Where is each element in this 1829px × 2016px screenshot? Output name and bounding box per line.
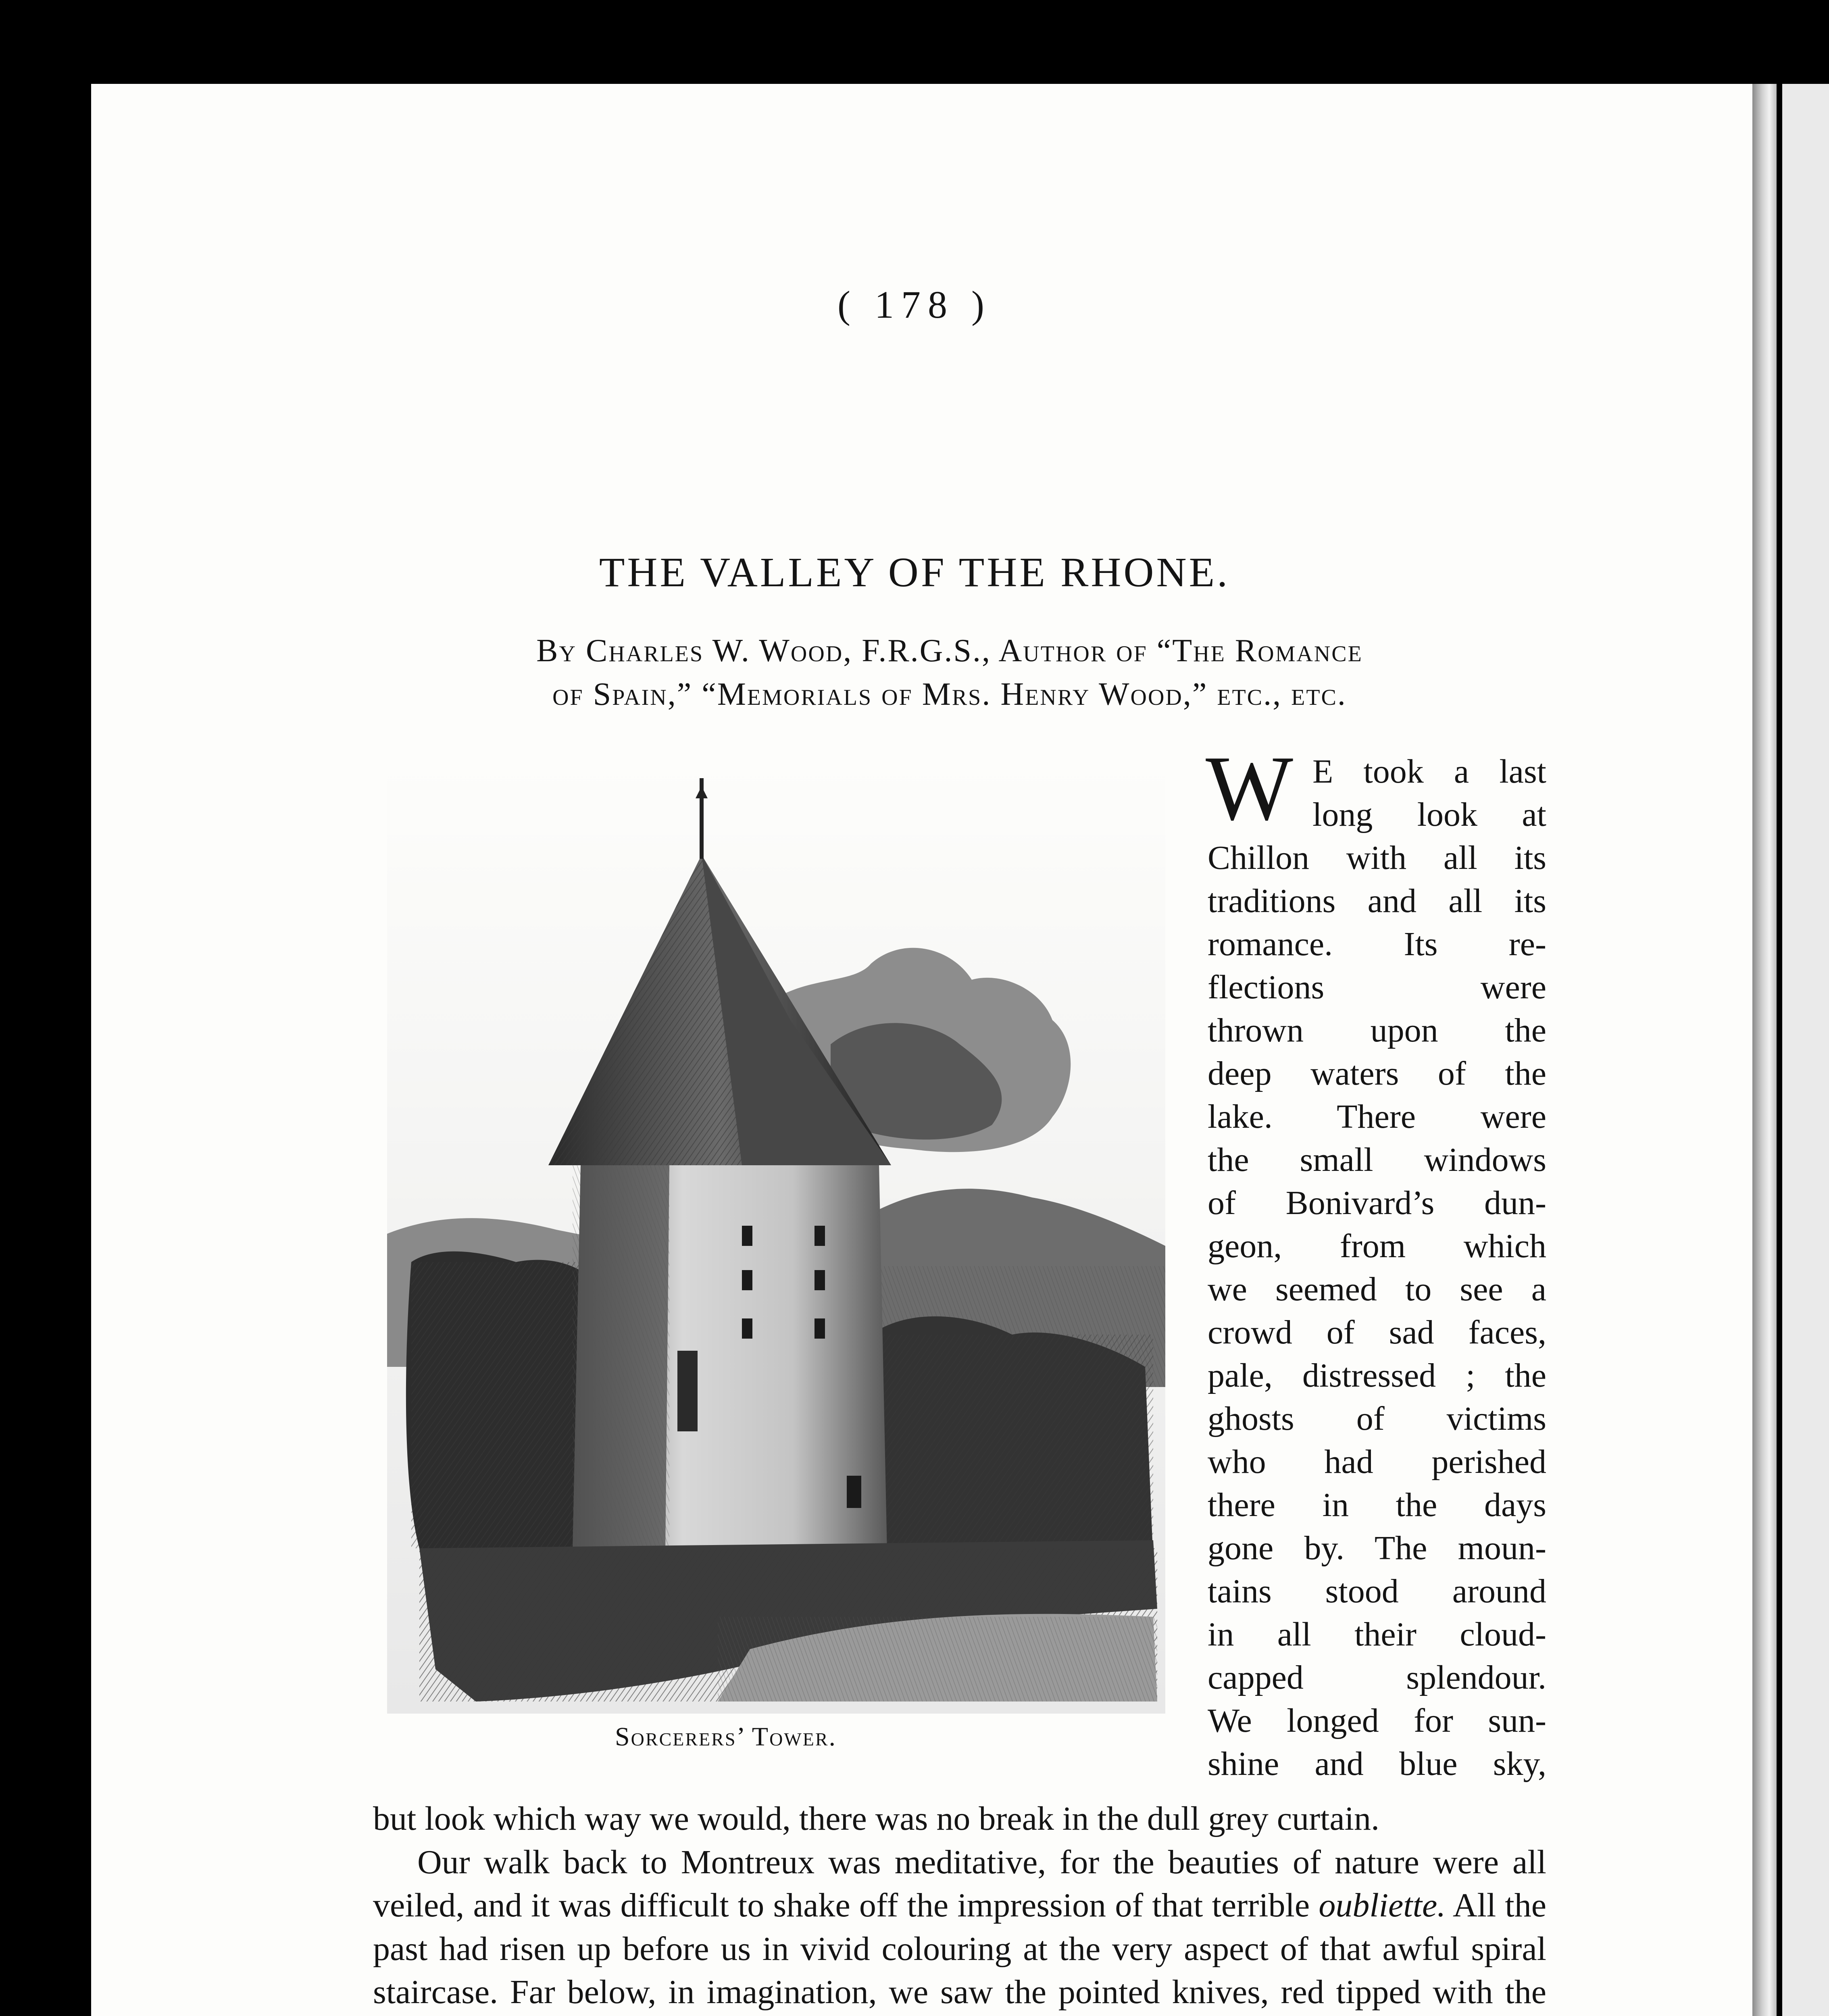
paragraph-2 (373, 1841, 1546, 2016)
page-edge (1752, 84, 1777, 2016)
column-line: traditions and all its (1208, 882, 1546, 920)
column-line: geon, from which (1208, 1227, 1546, 1265)
oubliette-italic: oubliette. (1319, 1887, 1446, 1924)
paragraph-1-continuation: but look which way we would, there was no break in the dull grey curtain. (373, 1800, 1380, 1837)
paragraph-2-part-a: Our walk back to Montreux was meditative, for the beauties of nature were all veiled, and it was difficult to shake off the impression of that terrible (373, 1843, 1546, 1924)
narrow-column-text (1206, 737, 1546, 1785)
byline-line-1: By Charles W. Wood, F.R.G.S., Author of “The Romance (536, 633, 1363, 669)
column-line: ghosts of victims (1208, 1400, 1546, 1437)
column-line: deep waters of the (1208, 1055, 1546, 1092)
page-number: ( 178 ) (837, 283, 992, 326)
byline (375, 629, 1524, 716)
paragraph-2-part-b: All the past had risen up before us in vivid colouring at the very aspect of that awful spiral staircase. Far below, in imagination, we saw the pointed knives, red tipped with the (373, 1887, 1546, 2011)
drop-cap: W (1206, 737, 1294, 839)
next-page-edge (1782, 84, 1829, 2016)
column-line: thrown upon the (1208, 1012, 1546, 1049)
sorcerers-tower-illustration (387, 762, 1165, 1714)
column-line: Chillon with all its (1208, 839, 1546, 877)
column-line: We longed for sun- (1208, 1702, 1546, 1739)
column-line: there in the days (1208, 1486, 1546, 1524)
column-line: romance. Its re- (1208, 925, 1546, 963)
column-line: of Bonivard’s dun- (1208, 1184, 1546, 1222)
column-line: we seemed to see a (1208, 1270, 1546, 1308)
byline-line-2: of Spain,” “Memorials of Mrs. Henry Wood,” etc., etc. (552, 677, 1347, 712)
column-line: flections were (1208, 968, 1546, 1006)
column-line: the small windows (1208, 1141, 1546, 1179)
column-line: gone by. The moun- (1208, 1529, 1546, 1567)
column-line: long look at (1312, 796, 1546, 833)
column-line: E took a last (1312, 753, 1546, 790)
column-line: who had perished (1208, 1443, 1546, 1481)
column-line: pale, distressed ; the (1208, 1357, 1546, 1394)
column-line: in all their cloud- (1208, 1616, 1546, 1653)
figure-caption: Sorcerers’ Tower. (615, 1722, 837, 1752)
column-line: tains stood around (1208, 1572, 1546, 1610)
full-width-text (373, 1797, 1546, 2016)
column-line: lake. There were (1208, 1098, 1546, 1135)
column-line: shine and blue sky, (1208, 1745, 1546, 1783)
article-title: THE VALLEY OF THE RHONE. (599, 549, 1230, 596)
column-line: capped splendour. (1208, 1659, 1546, 1696)
column-line: crowd of sad faces, (1208, 1314, 1546, 1351)
